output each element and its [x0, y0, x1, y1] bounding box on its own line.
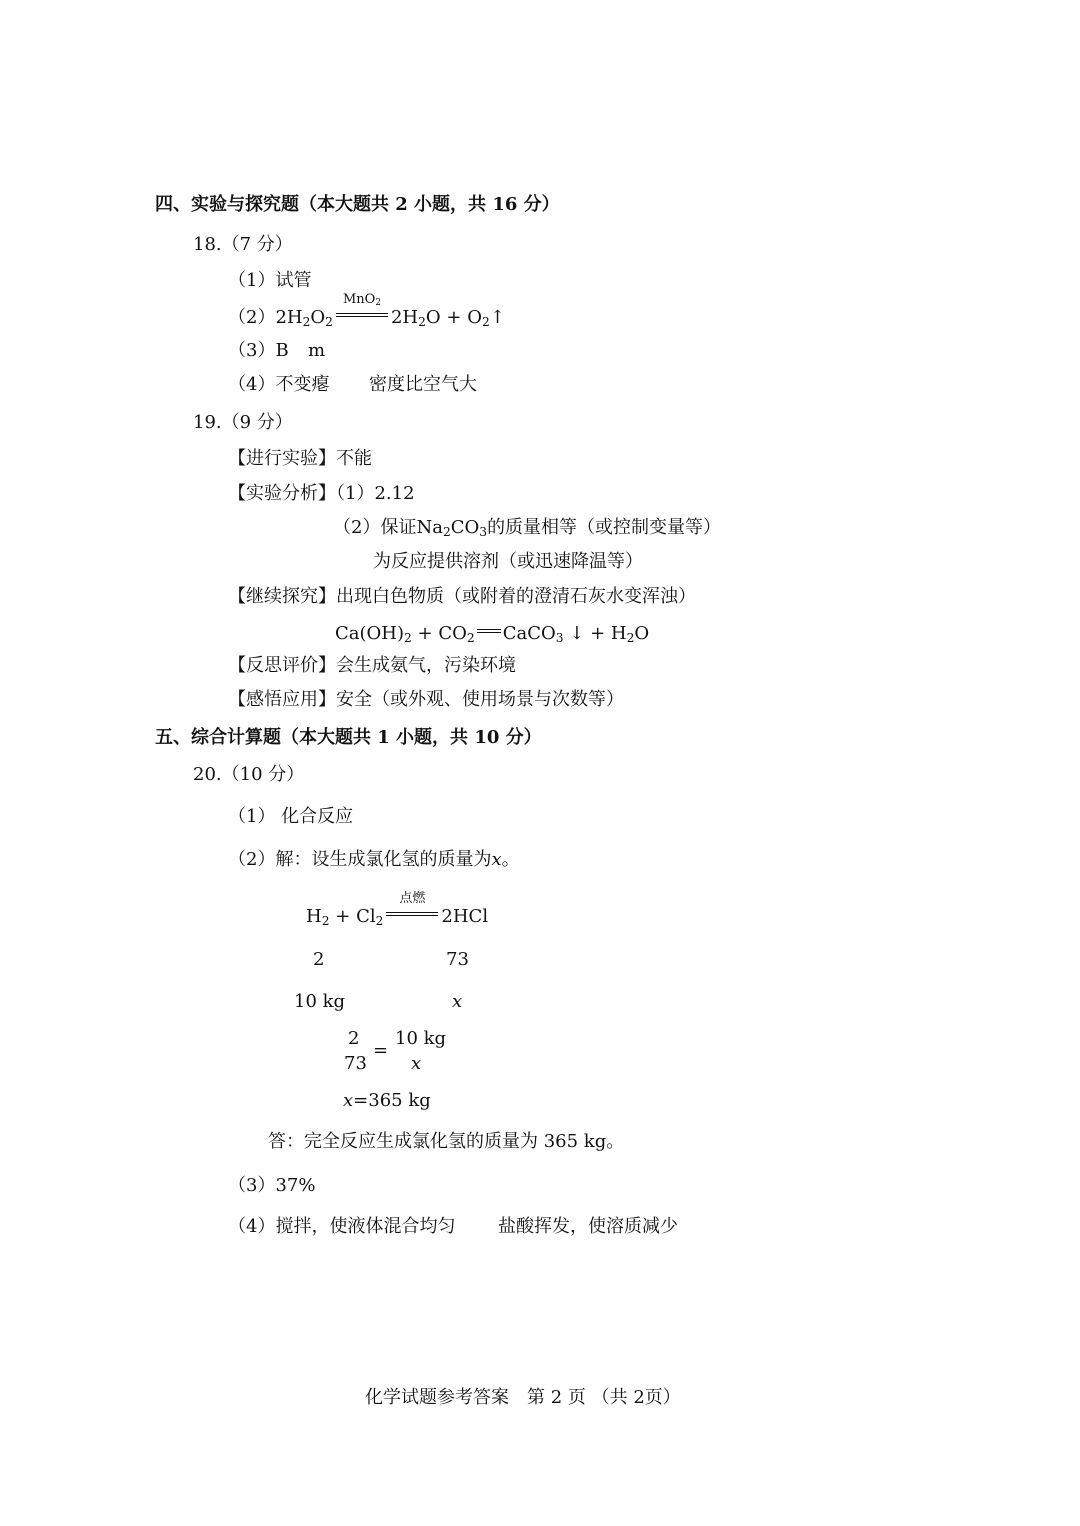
section4-title: 四、实验与探究题（本大题共 2 小题，共 16 分） — [155, 194, 560, 215]
molar-mass-h2: 2 — [313, 949, 325, 970]
q19-analysis-1: 【实验分析】（1）2.12 — [228, 483, 415, 504]
fraction-left-numerator: 2 — [348, 1028, 360, 1049]
q18-a2-label: （2） — [228, 307, 276, 328]
page-footer: 化学试题参考答案 第 2 页 （共 2页） — [365, 1387, 681, 1408]
unknown-mass-hcl: x — [452, 991, 463, 1012]
fraction-left-denominator: 73 — [344, 1053, 367, 1074]
q19-experiment: 【进行实验】不能 — [228, 448, 372, 469]
fraction-right-numerator: 10 kg — [395, 1028, 447, 1049]
q20-equation: $H_2 + Cl_2$ 点燃 2HCl — [306, 891, 489, 929]
q19-reflection: 【反思评价】会生成氨气，污染环境 — [228, 655, 516, 676]
q18-answer-4-value: 密度比空气大 — [369, 374, 477, 395]
q20-answer-2-intro: （2）解：设生成氯化氢的质量为x。 — [228, 849, 520, 870]
fraction-right-denominator: x — [411, 1053, 422, 1074]
fraction-equals: = — [373, 1040, 389, 1061]
equals-sign — [477, 623, 501, 641]
q20-answer-3: （3）37% — [228, 1175, 316, 1196]
q19-insight: 【感悟应用】安全（或外观、使用场景与次数等） — [228, 689, 624, 710]
q19-equation: $Ca(OH)_2 + CO_2$ CaCO$_3$ ↓ + $H_2O$ — [335, 623, 650, 646]
molar-mass-hcl: 73 — [446, 949, 469, 970]
section5-title: 五、综合计算题（本大题共 1 小题，共 10 分） — [155, 727, 542, 748]
q20-answer-1: （1） 化合反应 — [228, 806, 354, 827]
calculation-result: x=365 kg — [343, 1090, 431, 1111]
q18-answer-3-value: m — [308, 340, 326, 361]
q19-head: 19.（9 分） — [193, 412, 293, 433]
q19-analysis-2: （2）保证$Na_2CO_3$的质量相等（或控制变量等） — [333, 517, 722, 540]
q18-answer-2: $(2)2H_2O_2$ MnO$_2$ $2H_2O$ + $O_2↑$ — [228, 292, 505, 330]
q18-answer-1: （1）试管 — [228, 270, 312, 291]
reaction-condition-arrow: MnO$_2$ — [336, 307, 388, 325]
q18-head: 18.（7 分） — [193, 234, 293, 255]
q20-head: 20.（10 分） — [193, 764, 305, 785]
q18-answer-3-label: （3）B — [228, 340, 289, 361]
given-mass-h2: 10 kg — [294, 991, 346, 1012]
q20-answer-4-part2: 盐酸挥发，使溶质减少 — [498, 1216, 678, 1237]
q18-answer-4-label: （4）不变瘪 — [228, 374, 330, 395]
gas-arrow-icon: ↑ — [489, 307, 505, 328]
q20-answer-4-part1: （4）搅拌，使液体混合均匀 — [228, 1216, 456, 1237]
q19-analysis-3: 为反应提供溶剂（或迅速降温等） — [373, 551, 643, 572]
q20-final-answer: 答：完全反应生成氯化氢的质量为 365 kg。 — [268, 1131, 625, 1152]
ignition-condition-arrow: 点燃 — [386, 906, 438, 924]
q19-continue: 【继续探究】出现白色物质（或附着的澄清石灰水变浑浊） — [228, 586, 696, 607]
